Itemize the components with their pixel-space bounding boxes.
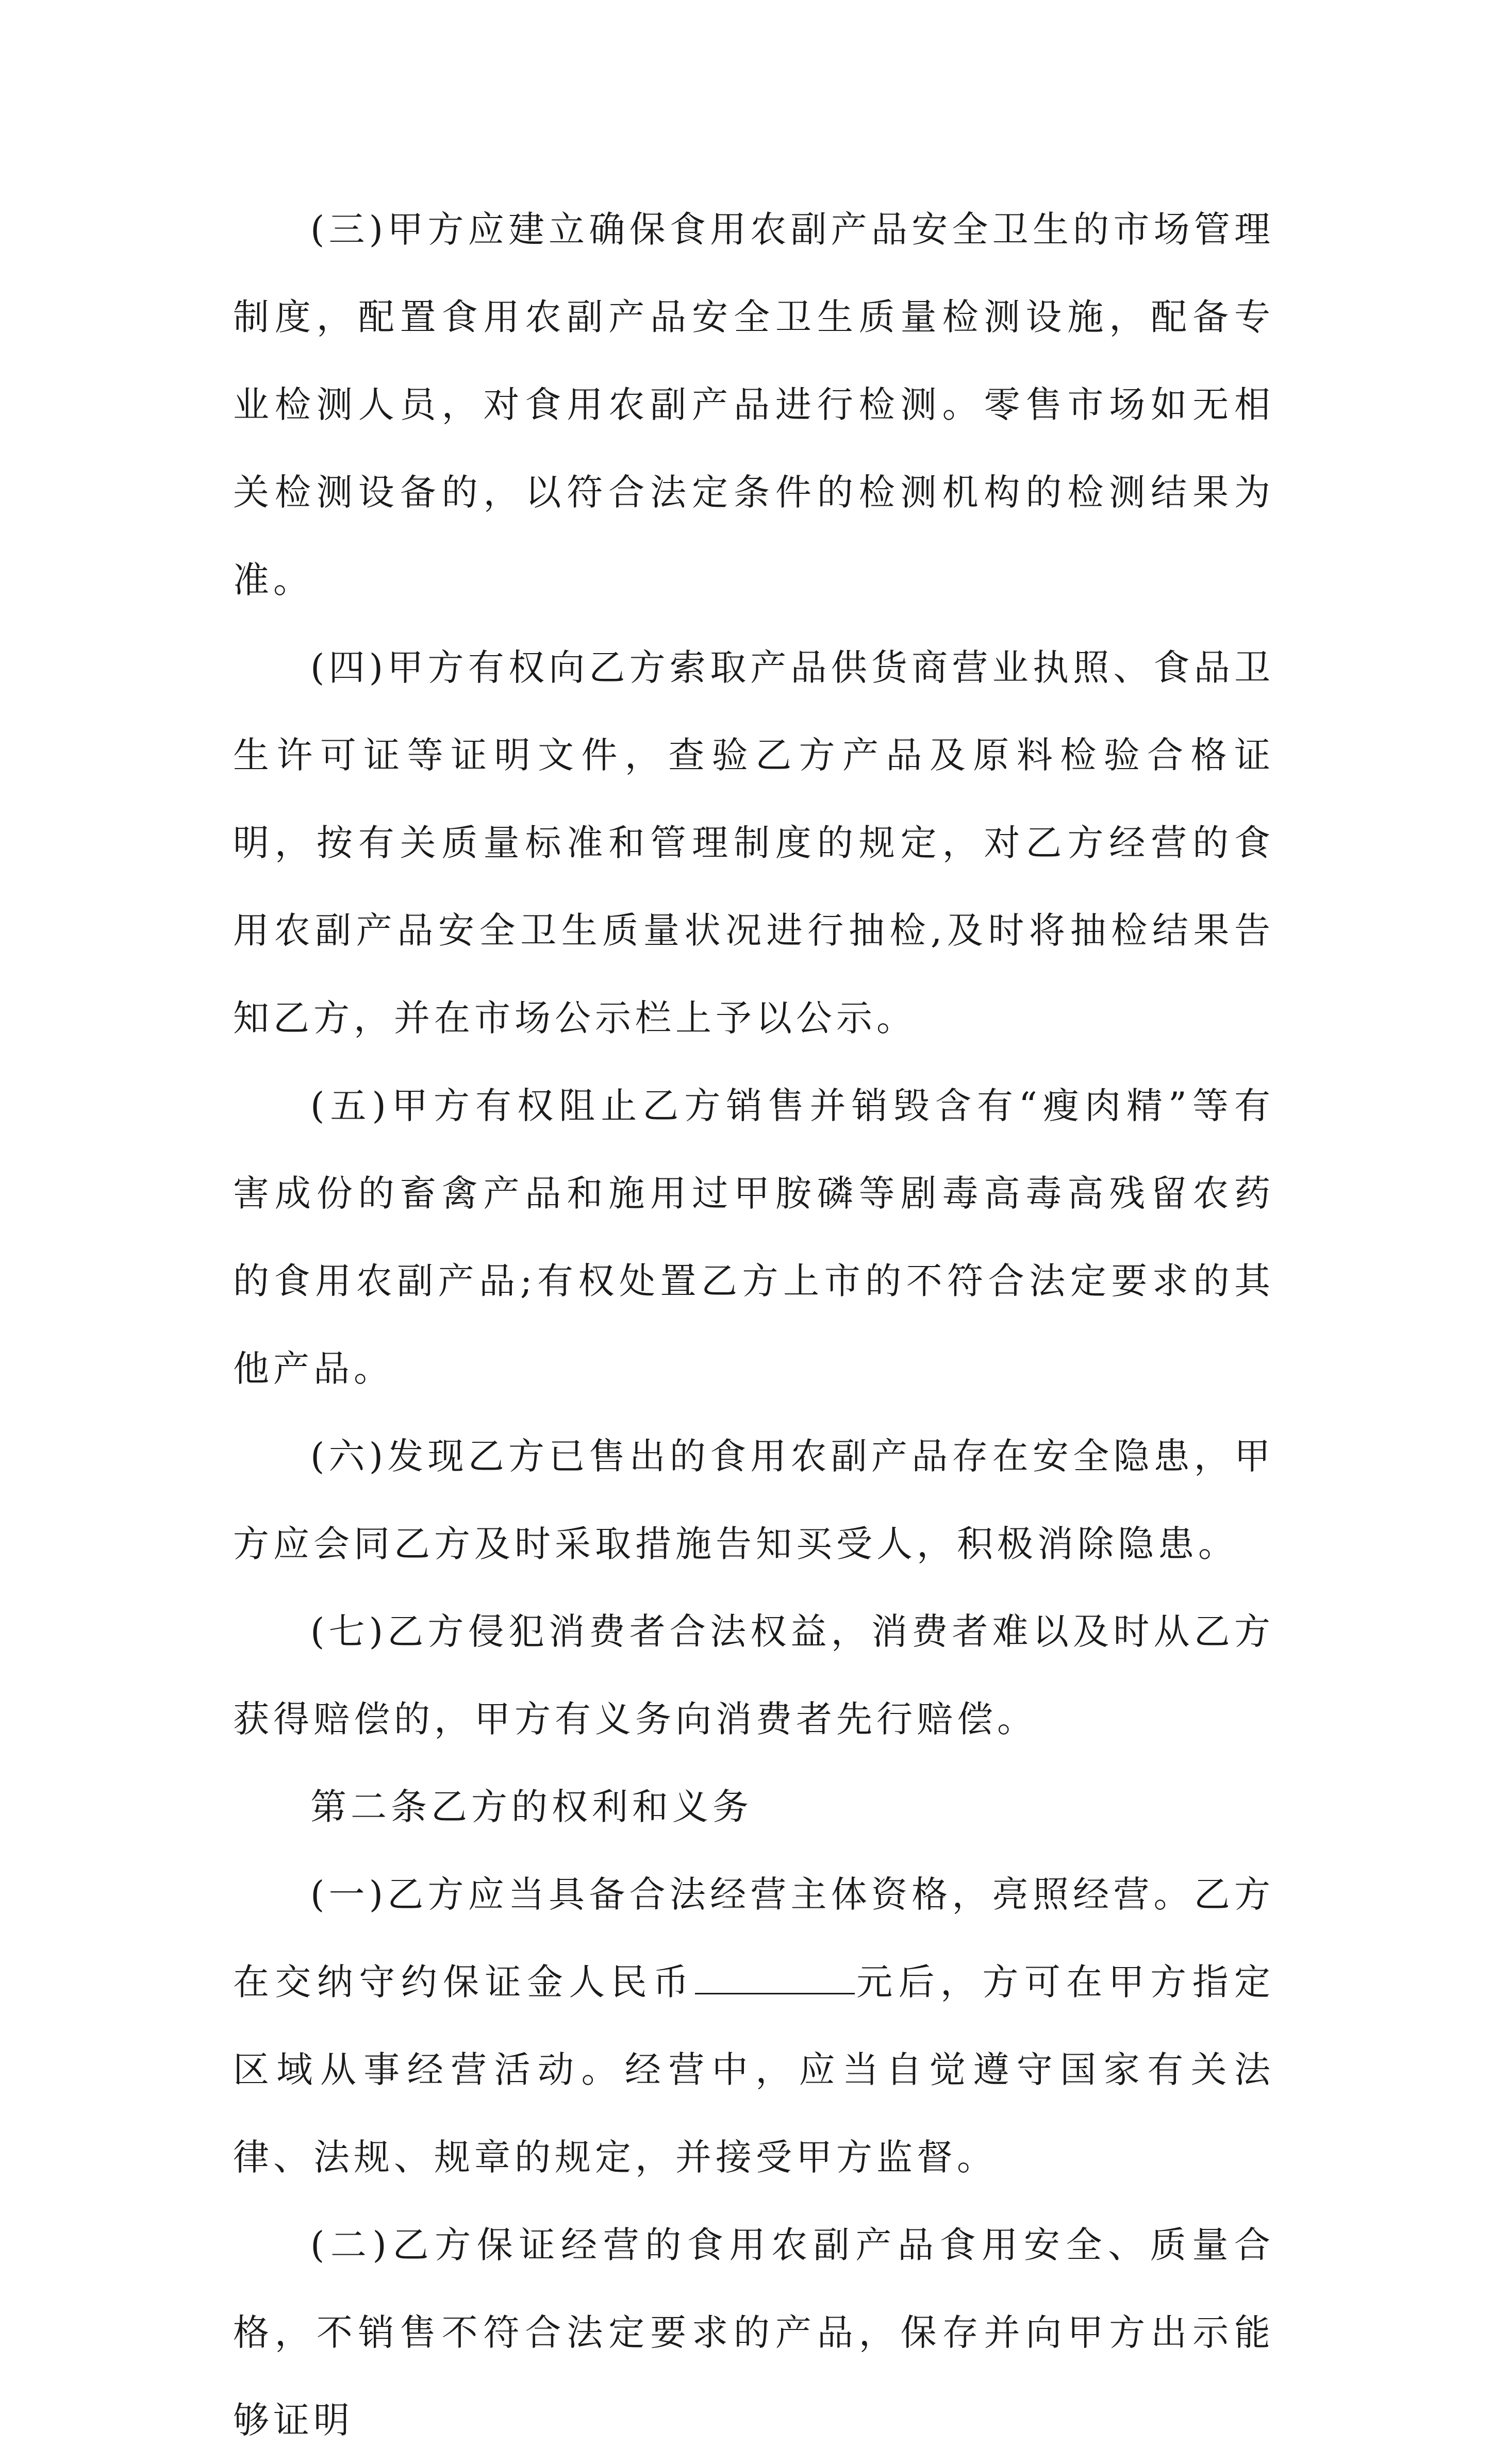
deposit-clause-text-after: 元后，方可在甲方指定区域从事经营活动。经营中，应当自觉遵守国家有关法律、法规、规章的规定，并接受甲方监督。 (233, 1961, 1275, 2178)
clause-3-paragraph: (三)甲方应建立确保食用农副产品安全卫生的市场管理制度，配置食用农副产品安全卫生质量检测设施，配备专业检测人员，对食用农副产品进行检测。零售市场如无相关检测设备的，以符合法定条件的检测机构的检测结果为准。 (233, 208, 1274, 601)
article-2-heading: 第二条乙方的权利和义务 (310, 1786, 753, 1828)
quality-clause-paragraph: (二)乙方保证经营的食用农副产品食用安全、质量合格，不销售不符合法定要求的产品，保存并向甲方出示能够证明 (233, 2224, 1274, 2441)
document-body (233, 186, 1274, 2464)
clause-5-paragraph: (五)甲方有权阻止乙方销售并销毁含有“瘦肉精”等有害成份的畜禽产品和施用过甲胺磷等剧毒高毒高残留农药的食用农副产品;有权处置乙方上市的不符合法定要求的其他产品。 (233, 1085, 1274, 1390)
deposit-clause-text-before: (一)乙方应当具备合法经营主体资格，亮照经营。乙方在交纳守约保证金人民币 (233, 1873, 1274, 2003)
deposit-amount-blank (695, 1964, 855, 1994)
clause-4-paragraph: (四)甲方有权向乙方索取产品供货商营业执照、食品卫生许可证等证明文件，查验乙方产品及原料检验合格证明，按有关质量标准和管理制度的规定，对乙方经营的食用农副产品安全卫生质量状况进行抽检,及时将抽检结果告知乙方，并在市场公示栏上予以公示。 (233, 646, 1274, 1039)
clause-7-paragraph: (七)乙方侵犯消费者合法权益，消费者难以及时从乙方获得赔偿的，甲方有义务向消费者先行赔偿。 (233, 1610, 1274, 1740)
deposit-clause-paragraph (233, 1851, 1274, 2201)
clause-6-paragraph: (六)发现乙方已售出的食用农副产品存在安全隐患，甲方应会同乙方及时采取措施告知买受人，积极消除隐患。 (233, 1435, 1274, 1565)
